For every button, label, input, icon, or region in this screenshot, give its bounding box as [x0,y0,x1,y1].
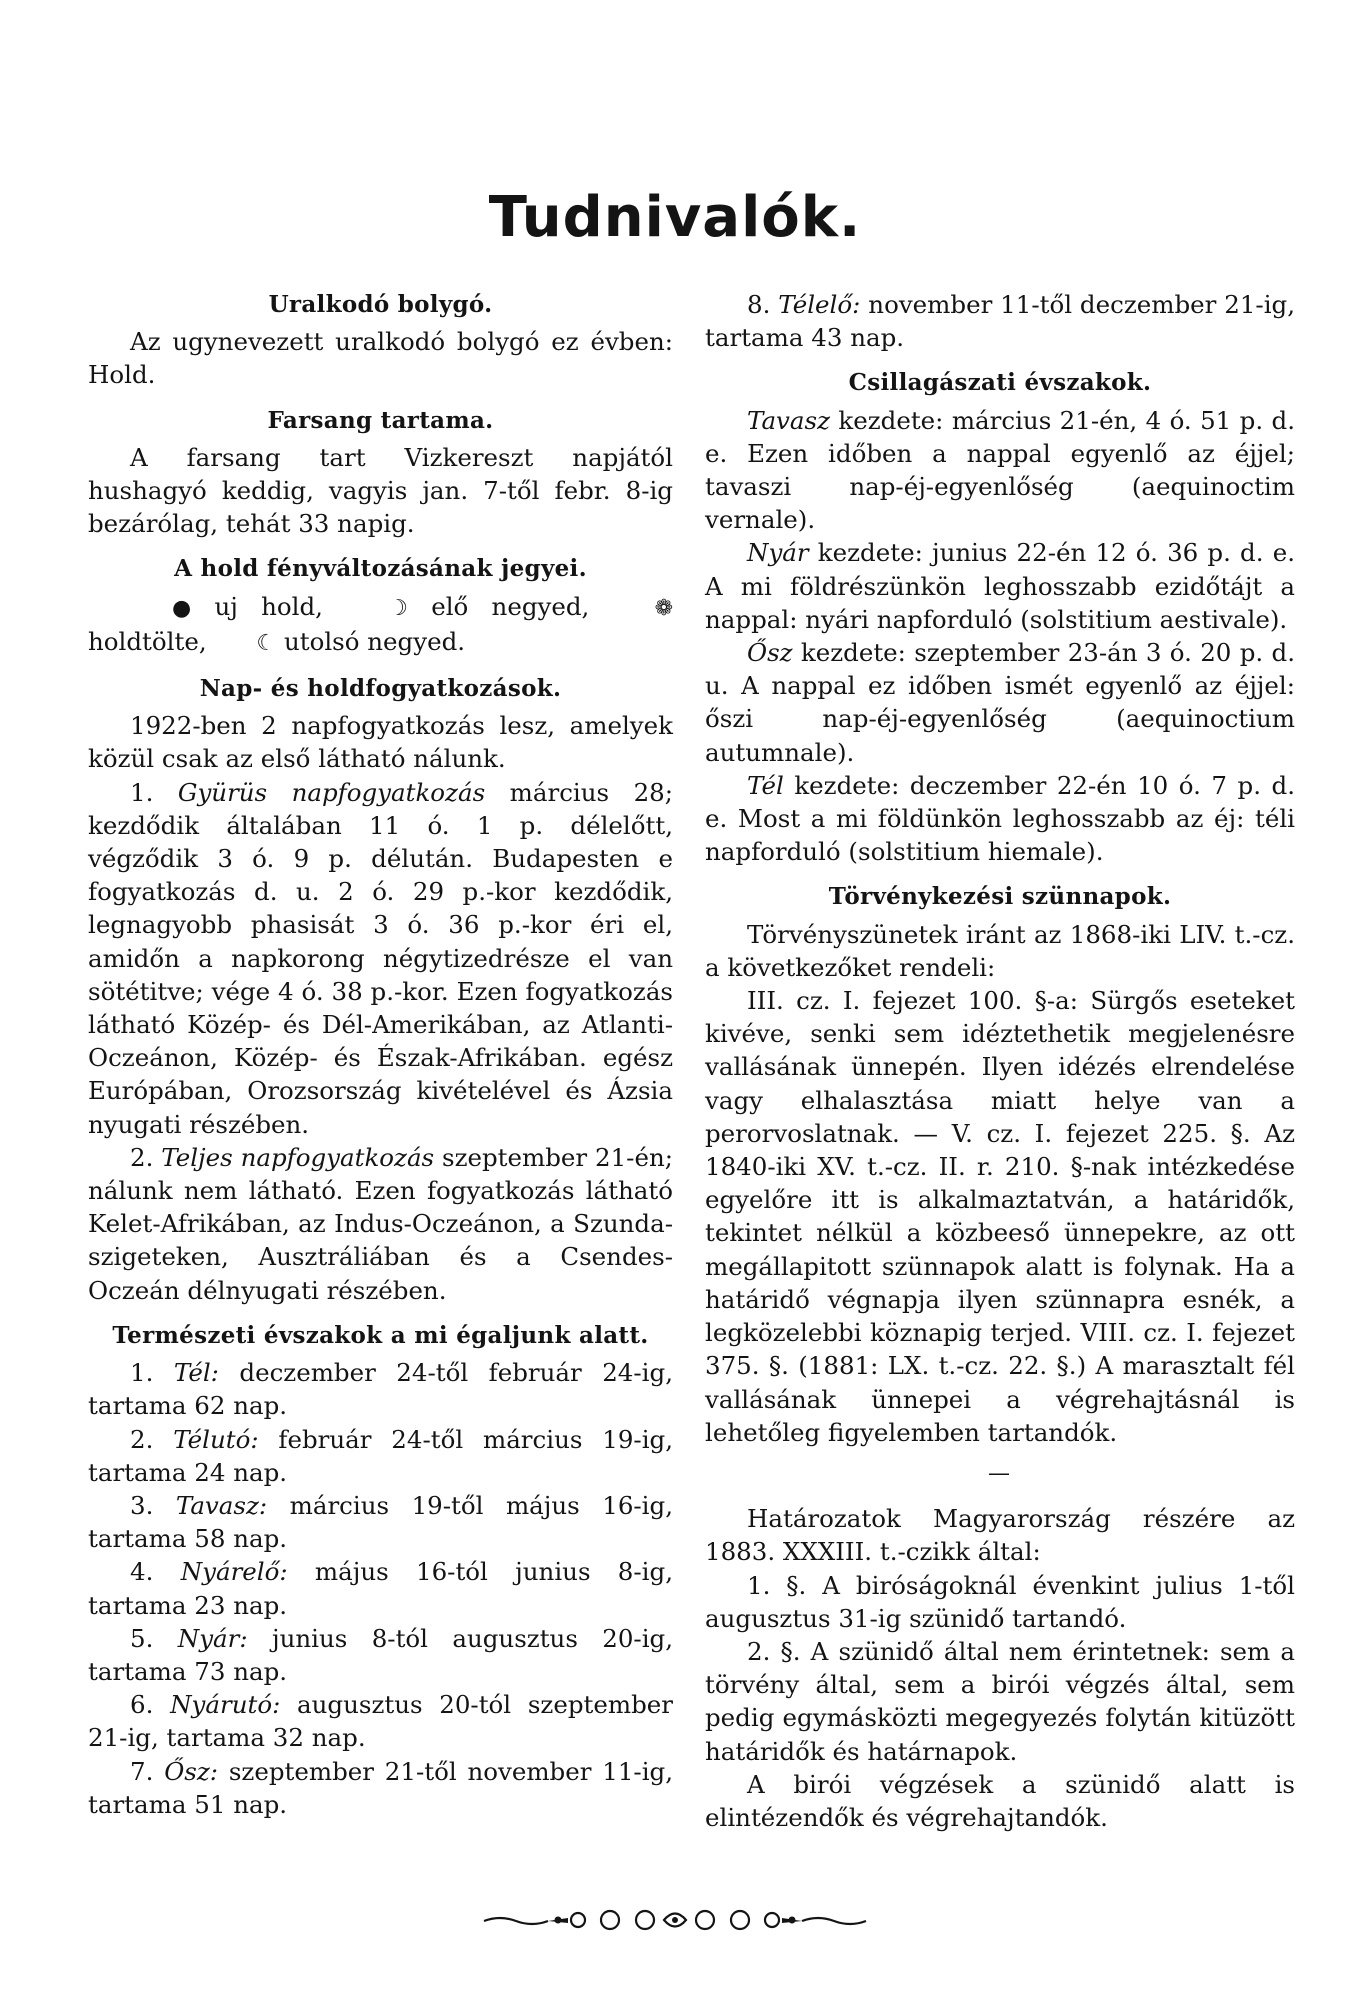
season-text: deczember 24-től február 24-ig, tartama 62 nap. [88,1358,673,1421]
season-name: Tél: [173,1358,219,1388]
season-number: 6. [130,1690,154,1720]
season-item [88,1356,673,1422]
season-name: Nyár: [177,1623,248,1653]
paragraph-law-s2: 2. §. A szünidő által nem érintetnek: sem a törvény által, sem a birói végzés által, sem pedig egymásközti megegyezés folytán kitüzött határidők és határnapok. [705,1636,1295,1766]
new-moon-label: uj hold, [214,591,323,621]
paragraph-osz [705,636,1295,769]
season-text: február 24-től március 19-ig, tartama 24 nap. [88,1424,673,1487]
section-heading-uralkodo: Uralkodó bolygó. [268,291,493,318]
paragraph-law-1883: Határozatok Magyarország részére az 1883. XXXIII. t.-czikk által: [705,1504,1295,1567]
paragraph-law-s1: 1. §. A biróságoknál évenkint julius 1-től augusztus 31-ig szünidő tartandó. [705,1570,1295,1633]
osz-text: kezdete: szeptember 23-án 3 ó. 20 p. d. u. A nappal ez időben ismét egyenlő az éjjel: őszi nap-éj-egyenlőség (aequinoctium autumnale). [705,638,1295,767]
section-heading-farsang: Farsang tartama. [267,406,494,434]
right-column [705,288,1295,1834]
season-text: junius 8-tól augusztus 20-ig, tartama 73 nap. [88,1623,674,1686]
section-heading-torvenykezesi: Törvénykezési szünnapok. [828,883,1172,911]
nyar-text: kezdete: junius 22-én 12 ó. 36 p. d. e. A mi földrészünkön leghosszabb ezidőtájt a nappal: nyári napforduló (solstitium aestivale). [705,538,1295,634]
paragraph-nyar [705,536,1295,636]
season-number: 8. [747,290,771,319]
season-number: 3. [130,1490,154,1520]
tavasz-name: Tavasz [747,405,830,435]
eclipse-1-text: március 28; kezdődik általában 11 ó. 1 p. délelőtt, végződik 3 ó. 9 p. délután. Budapesten e fogyatkozás d. u. 2 ó. 29 p.-kor kezdődik, legnagyobb phasisát 3 ó. 36 p.-kor éri el, amidőn a napkorong négytizedrésze el van sötétitve; vége 4 ó. 38 p.-kor. Ezen fogyatkozás látható Közép- és Dél-Amerikában, az Atlanti-Oczeánon, Közép- és Észak-Afrikában. egész Európában, Orozsország kivételével és Ázsia nyugati részében. [88,777,674,1139]
season-name: Ősz: [164,1756,219,1786]
tel-text: kezdete: deczember 22-én 10 ó. 7 p. d. e. Most a mi földünkön leghosszabb az éj: téli napforduló (solstitium hiemale). [705,770,1295,867]
season-number: 1. [130,1358,154,1388]
paragraph-eclipse-1 [88,776,673,1141]
season-text: március 19-től május 16-ig, tartama 58 nap. [88,1490,673,1554]
paragraph-law-final: A birói végzések a szünidő alatt is elintézendők és végrehajtandók. [705,1769,1295,1832]
page-title: Tudnivalók. [488,185,862,250]
season-item [88,1489,673,1555]
season-item [88,1423,673,1489]
eclipse-1-title: Gyürüs napfogyatkozás [177,777,486,807]
eclipse-2-text: szeptember 21-én; nálunk nem látható. Ezen fogyatkozás látható Kelet-Afrikában, az Indus-Oczeánon, a Szunda-szigeteken, Ausztráliában és a Csendes-Oczeán délnyugati részében. [88,1142,673,1305]
season-item [88,1622,673,1688]
season-number: 5. [130,1623,154,1653]
season-list [88,1356,673,1821]
paragraph-law-intro: Törvényszünetek iránt az 1868-iki LIV. t.-cz. a következőket rendeli: [705,919,1295,982]
paragraph-moon-phases [88,590,673,660]
season-number: 7. [130,1756,154,1786]
season-text: május 16-tól junius 8-ig, tartama 23 nap. [88,1557,673,1620]
season-name: Nyárelő: [180,1557,288,1587]
paragraph-eclipse-2 [88,1141,673,1307]
tavasz-text: kezdete: március 21-én, 4 ó. 51 p. d. e. Ezen időben a nappal egyenlő az éjjel; tavaszi nap-éj-egyenlőség (aequinoctim vernale). [705,405,1295,535]
new-moon-icon: ● [172,595,192,621]
season-text: augusztus 20-tól szeptember 21-ig, tartama 32 nap. [88,1690,673,1753]
eclipse-1-number: 1. [130,777,154,807]
ornament-icon [480,1905,870,1935]
season-name: Tavasz: [175,1490,268,1520]
paragraph-law-body: III. cz. I. fejezet 100. §-a: Sürgős eseteket kivéve, senki sem idéztethetik megjelenésre vallásának ünnepén. Ilyen idézés elrendelése vagy elhalasztása miatt helye van a perorvoslatnak. — V. cz. I. fejezet 225. §. Az 1840-iki XV. t.-cz. II. r. 210. §-nak intézkedése egyelőre itt is alkalmaztatván, a határidők, tekintet nélkül a közbeeső ünnepekre, az ott megállapitott szünnapok alatt is folynak. Ha a határidő végnapja ilyen szünnapra esnék, a legközelebbi köznapig terjed. VIII. cz. I. fejezet 375. §. (1881: LX. t.-cz. 22. §.) A marasztalt fél vallásának ünnepei a végrehajtásnál is lehetőleg figyelemben tartandók. [705,986,1295,1447]
paragraph-eclipse-intro: 1922-ben 2 napfogyatkozás lesz, amelyek közül csak az első látható nálunk. [88,711,673,774]
season-name: Télutó: [173,1424,259,1454]
eclipse-2-number: 2. [130,1142,154,1172]
nyar-name: Nyár [747,538,809,568]
section-heading-csillagaszati: Csillagászati évszakok. [848,369,1152,397]
osz-name: Ősz [747,638,793,668]
first-quarter-label: elő negyed, [431,591,590,621]
paragraph-tel [705,769,1295,869]
full-moon-label: holdtölte, [88,626,207,656]
last-quarter-label: utolsó negyed. [283,626,466,656]
section-divider: — [988,1460,1012,1486]
full-moon-icon: ❁ [654,595,674,621]
season-number: 4. [130,1557,154,1587]
season-item-8 [705,288,1295,354]
left-column [88,288,673,1821]
season-text: november 11-től deczember 21-ig, tartama 43 nap. [705,290,1296,353]
paragraph-tavasz [705,404,1295,537]
tel-name: Tél [747,770,784,800]
section-heading-hold: A hold fényváltozásának jegyei. [174,555,587,583]
section-heading-termeszeti: Természeti évszakok a mi égaljunk alatt. [112,1321,649,1349]
paragraph-uralkodo: Az ugynevezett uralkodó bolygó ez évben: Hold. [88,327,673,390]
section-heading-fogyatkozas: Nap- és holdfogyatkozások. [199,675,562,703]
eclipse-2-title: Teljes napfogyatkozás [161,1142,435,1172]
first-quarter-icon: ☽ [388,595,408,621]
season-item [88,1688,673,1754]
season-name: Nyárutó: [170,1690,281,1720]
paragraph-farsang: A farsang tart Vizkereszt napjától hushagyó keddig, vagyis jan. 7-től febr. 8-ig bezárólag, tehát 33 napig. [88,442,673,539]
season-item [88,1755,673,1821]
last-quarter-icon: ☾ [256,630,277,656]
season-name: Télelő: [778,290,861,319]
season-number: 2. [130,1424,154,1454]
season-text: szeptember 21-től november 11-ig, tartama 51 nap. [88,1756,674,1819]
season-item [88,1555,673,1621]
